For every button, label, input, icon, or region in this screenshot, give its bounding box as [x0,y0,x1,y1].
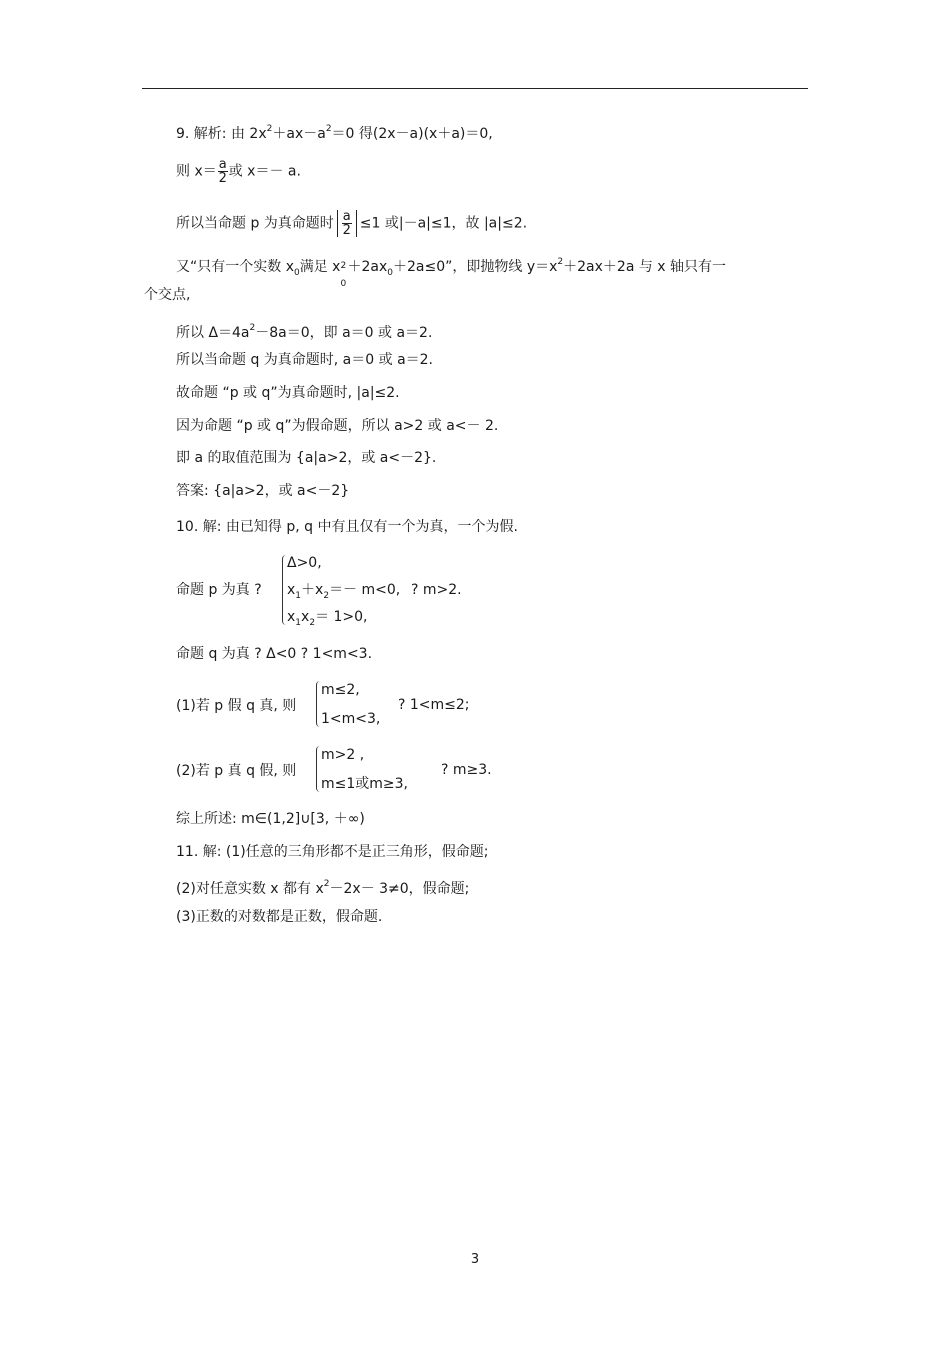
line-10-case1-sys2: 1<m<3, [321,711,381,727]
line-10-case2-sys1: m>2 , [321,747,365,763]
sub: 2 [323,591,330,601]
sub: 1 [295,591,302,601]
line-9-range: 即 a 的取值范围为 {a|a>2，或 a<－2}. [176,450,437,466]
text: －8a＝0，即 a＝0 或 a＝2. [255,325,433,341]
line-9-roots [176,158,301,185]
sup: 2 [325,124,332,134]
text: 又“只有一个实数 x [176,259,294,275]
text: 9. 解析: 由 2x [176,126,267,142]
line-10-case1-left: (1)若 p 假 q 真, 则 [176,698,297,714]
text: x [287,582,296,598]
line-10-intro: 10. 解: 由已知得 p, q 中有且仅有一个为真，一个为假. [176,519,518,535]
line-9-intro [176,120,493,143]
line-9-p-true [176,210,527,237]
line-10-conclusion: 综上所述: m∈(1,2]∪[3, ＋∞) [176,811,365,827]
line-10-p-sys1: Δ>0, [287,555,322,571]
text: ＋x [301,582,324,598]
fraction [342,210,352,237]
numerator: a [218,157,227,172]
line-9-p-or-q-true: 故命题 “p 或 q”为真命题时, |a|≤2. [176,385,400,401]
line-10-case2-right: ? m≥3. [441,762,492,778]
line-11-part3: (3)正数的对数都是正数，假命题. [176,909,383,925]
sub: 2 [309,618,316,628]
text: ＝－ m<0, [329,582,401,598]
line-10-case2-left: (2)若 p 真 q 假, 则 [176,763,297,779]
sup: 2 [266,124,273,134]
text: ＋2ax [347,259,388,275]
sup: 2 [340,261,347,271]
sup: 2 [249,323,256,333]
sub: 0 [340,279,347,289]
line-10-case1-sys1: m≤2, [321,682,360,698]
line-9-intersect: 个交点, [144,287,191,303]
text: x [287,609,296,625]
line-10-q-true: 命题 q 为真 ? Δ<0 ? 1<m<3. [176,646,373,662]
sub: 1 [295,618,302,628]
line-11-part1: 11. 解: (1)任意的三角形都不是正三角形，假命题; [176,844,489,860]
line-9-answer: 答案: {a|a>2，或 a<－2} [176,483,350,499]
absolute-value [337,210,357,237]
denominator: 2 [342,223,351,238]
line-10-p-true-left: 命题 p 为真 ? [176,582,262,598]
text: (2)对任意实数 x 都有 x [176,881,324,897]
line-10-p-sys2 [287,581,400,605]
text: 则 x＝ [176,163,217,180]
line-9-parabola [176,253,727,289]
text: ＋2ax＋2a 与 x 轴只有一 [563,259,727,275]
header-rule [142,88,808,89]
sub: 0 [387,268,393,278]
line-10-case1-right: ? 1<m≤2; [398,697,470,713]
text: 所以 Δ＝4a [176,325,250,341]
numerator: a [342,209,351,224]
page-number: 3 [470,1252,480,1267]
text: 或 x＝－ a. [228,163,301,180]
line-9-q-true: 所以当命题 q 为真命题时, a＝0 或 a＝2. [176,352,434,368]
text: 满足 x [299,259,341,275]
text: －2x－ 3≠0，假命题; [329,881,470,897]
text: x [301,609,310,625]
line-9-delta [176,319,432,342]
denominator: 2 [218,171,227,186]
text: ＋2a≤0”，即抛物线 y＝x [393,259,558,275]
line-9-p-or-q-false: 因为命题 “p 或 q”为假命题，所以 a>2 或 a<－ 2. [176,418,499,434]
sub: 0 [294,268,300,278]
line-10-case2-sys2: m≤1或m≥3, [321,776,409,792]
text: 所以当命题 p 为真命题时 [176,215,334,232]
text: ＝ 1>0, [315,609,368,625]
text: ＝0 得(2x－a)(x＋a)＝0, [331,126,493,142]
line-10-p-true-right: ? m>2. [411,582,462,598]
sup: 2 [557,257,564,267]
sup: 2 [323,879,330,889]
text: ≤1 或|－a|≤1，故 |a|≤2. [359,215,528,232]
line-10-p-sys3 [287,608,368,632]
fraction [218,158,228,185]
line-11-part2 [176,875,469,898]
text: ＋ax－a [272,126,326,142]
